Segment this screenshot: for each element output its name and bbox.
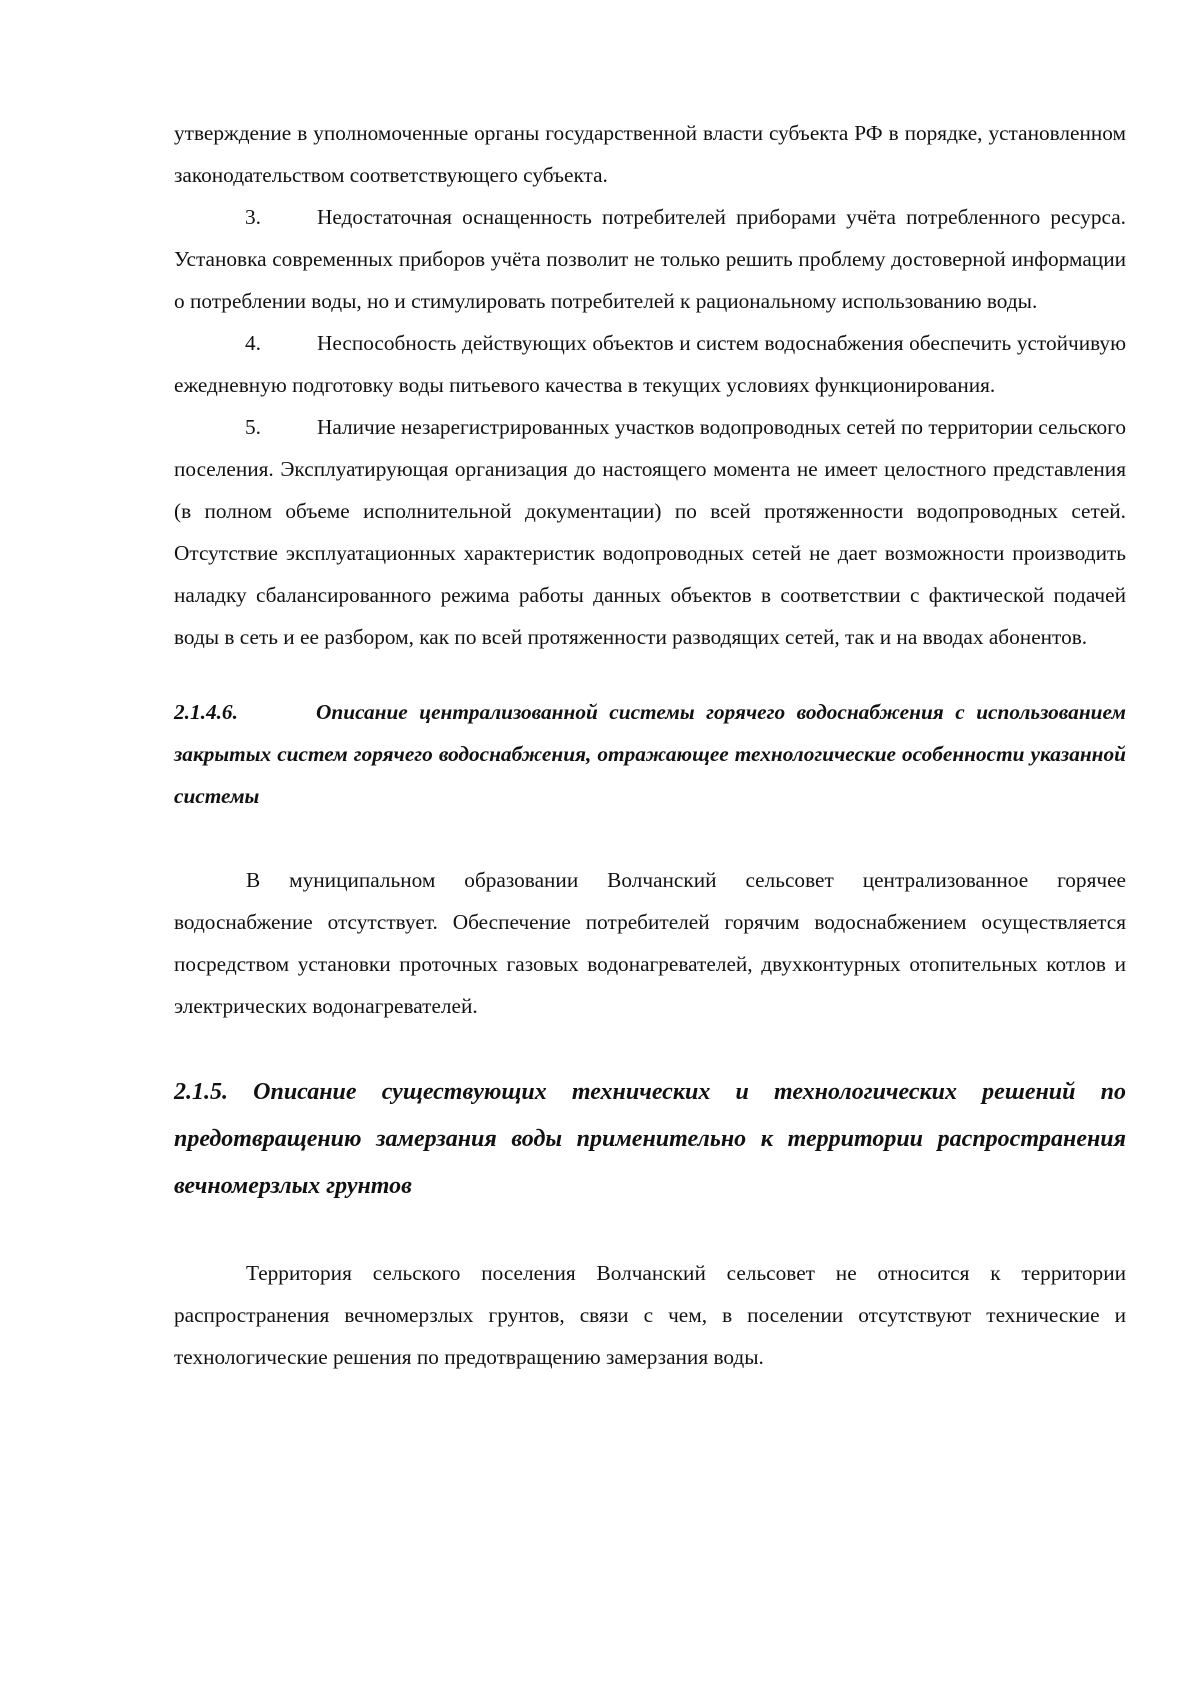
list-item-4	[174, 322, 1126, 406]
list-item-number: 3.	[245, 205, 261, 229]
section-title: Описание централизованной системы горячего водоснабжения с использованием закрытых систем горячего водоснабжения, отражающее технологические особенности указанной системы	[174, 700, 1126, 808]
section-heading-2-1-4-6	[174, 691, 1126, 817]
list-item-text: Недостаточная оснащенность потребителей приборами учёта потребленного ресурса. Установка современных приборов учёта позволит не только решить проблему достоверной информации о потреблении воды, но и стимулировать потребителей к рациональному использованию воды.	[174, 205, 1126, 313]
list-item-3	[174, 196, 1126, 322]
list-item-text: Неспособность действующих объектов и систем водоснабжения обеспечить устойчивую ежедневную подготовку воды питьевого качества в текущих условиях функционирования.	[174, 331, 1126, 397]
list-item-text: Наличие незарегистрированных участков водопроводных сетей по территории сельского поселения. Эксплуатирующая организация до настоящего момента не имеет целостного представления (в полном объеме исполнительной документации) по всей протяженности водопроводных сетей. Отсутствие эксплуатационных характеристик водопроводных сетей не дает возможности производить наладку сбалансированного режима работы данных объектов в соответствии с фактической подачей воды в сеть и ее разбором, как по всей протяженности разводящих сетей, так и на вводах абонентов.	[174, 415, 1126, 649]
list-item-5	[174, 406, 1126, 658]
permafrost-paragraph: Территория сельского поселения Волчанский сельсовет не относится к территории распространения вечномерзлых грунтов, связи с чем, в поселении отсутствуют технические и технологические решения по предотвращению замерзания воды.	[174, 1261, 1126, 1369]
document-page	[174, 112, 1126, 1378]
section-heading-2-1-5: 2.1.5. Описание существующих технических и технологических решений по предотвращению замерзания воды применительно к территории распространения вечномерзлых грунтов	[174, 1079, 1126, 1199]
section-number: 2.1.4.6.	[174, 700, 238, 724]
list-item-number: 4.	[245, 331, 261, 355]
intro-continuation-paragraph: утверждение в уполномоченные органы государственной власти субъекта РФ в порядке, установленном законодательством соответствующего субъекта.	[174, 121, 1126, 187]
hot-water-paragraph: В муниципальном образовании Волчанский сельсовет централизованное горячее водоснабжение отсутствует. Обеспечение потребителей горячим водоснабжением осуществляется посредством установки проточных газовых водонагревателей, двухконтурных отопительных котлов и электрических водонагревателей.	[174, 868, 1126, 1018]
list-item-number: 5.	[245, 415, 261, 439]
